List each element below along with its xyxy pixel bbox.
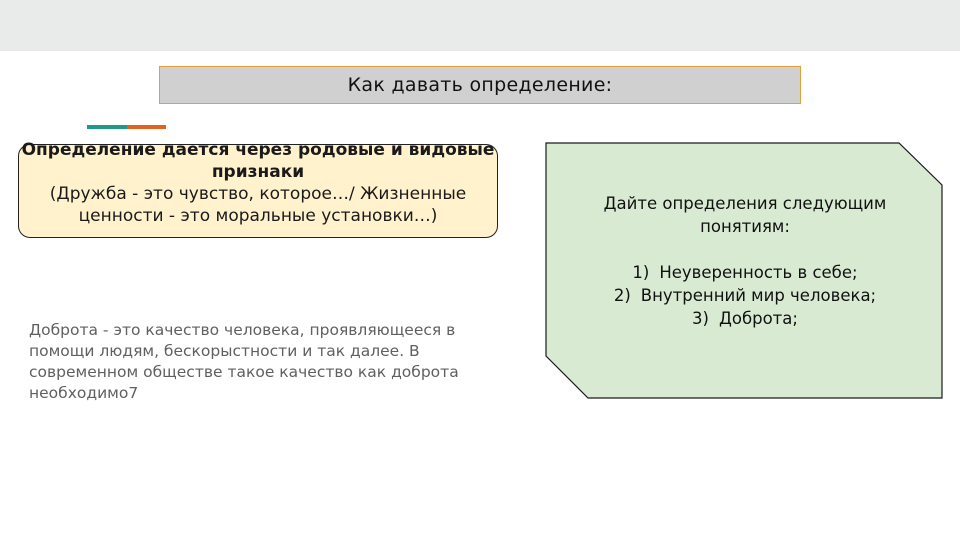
slide-title <box>159 66 801 104</box>
task-item <box>565 261 925 284</box>
accent-bar-teal <box>87 125 127 129</box>
task-item-text: Доброта; <box>718 309 798 328</box>
task-item-text: Внутренний мир человека; <box>640 286 877 305</box>
task-item-number: 2) <box>613 286 631 305</box>
definition-box <box>18 140 498 238</box>
definition-example: (Дружба - это чувство, которое…/ Жизненные ценности - это моральные установки…) <box>49 184 467 226</box>
task-box <box>565 192 925 330</box>
task-item <box>565 307 925 330</box>
example-paragraph: Доброта - это качество человека, проявляющееся в помощи людям, бескорыстности и так далее. В современном обществе такое качество как доброта необходимо7 <box>29 321 459 402</box>
slide-title-text: Как давать определение: <box>347 74 613 96</box>
top-band <box>0 0 960 51</box>
task-item-number: 1) <box>632 263 650 282</box>
accent-bar-orange <box>127 125 166 129</box>
task-list <box>565 261 925 330</box>
task-item-text: Неуверенность в себе; <box>659 263 858 282</box>
definition-heading: Определение дается через родовые и видовые признаки <box>21 140 495 182</box>
task-item-number: 3) <box>692 309 709 328</box>
task-item <box>565 284 925 307</box>
task-intro: Дайте определения следующим понятиям: <box>603 194 887 236</box>
